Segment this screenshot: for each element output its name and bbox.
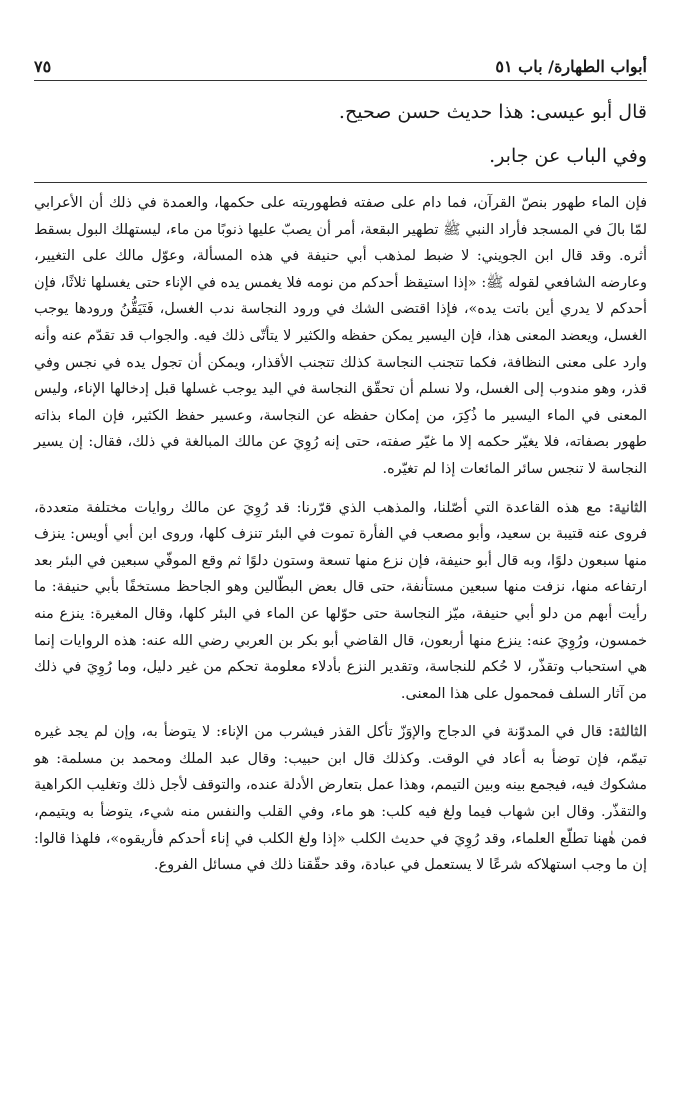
verdict-line: قال أبو عيسى: هذا حديث حسن صحيح. (338, 101, 647, 123)
page-number: ٧٥ (34, 57, 52, 76)
paragraph-text: مع هذه القاعدة التي أصّلنا، والمذهب الذي قرّرنا: قد رُوِيَ عن مالك روايات مختلفة متعددة، فروى عنه قتيبة بن سعيد، وأبو مصعب في الفأرة تموت في البئر تنزف كلها، وروى ابن أبي أويس: ينزف منها سبعون دلوًا، وبه قال أبو حنيفة، فإن نزع منها تسعة وستون دلوًا ثم وقع الموفّي سبعين في البئر بعد ارتفاعه منها، نزفت منها سبعين مستأنفة، حتى قال بعض البطّالين وهو الجاحظ مستخفًا بأبي حنيفة: ما رأيت أبهم من دلو أبي حنيفة، ميّز النجاسة حتى حوّلها عن الماء في البئر كلها، وقال المغيرة: ينزع منه خمسون، ورُوِيَ عنه: ينزع منها أربعون، قال القاضي أبو بكر بن العربي رضي الله عنه: هذه الروايات إنما هي استحباب وتقذّر، لا حُكم للنجاسة، وتقدير النزع بأدلاء معلومة تحكم من غير دليل، وما رُوِيَ في ذلك من آثار السلف فمحمول على هذا المعنى. (34, 499, 647, 702)
paragraph-text: قال في المدوّنة في الدجاج والإوَزّ تأكل القذر فيشرب من الإناء: لا يتوضأ به، وإن لم يجد غيره تيمّم، فإن توضأ به أعاد في الوقت. وكذلك قال ابن حبيب: وقال عبد الملك ومحمد بن مسلمة: هو مشكوك فيه، فيجمع بينه وبين التيمم، وهذا عمل بتعارض الأدلة عنده، والتوقف لأجل ذلك وتغليب الكراهية والتقذّر. وقال ابن شهاب فيما ولغ فيه كلب: هو ماء، وفي القلب والنفس منه شيء، يتوضأ به ويتيمم، فمن هٰهنا تطلّع العلماء، وقد رُوِيَ في حديث الكلب «إذا ولغ الكلب في إناء أحدكم فأريقوه»، فلهذا قالوا: إن ما وجب استهلاكه شرعًا لا يستعمل في عبادة، وقد حقّقنا ذلك في مسائل الفروع. (34, 724, 647, 874)
commentary-paragraph-second (34, 495, 647, 708)
hadith-verdict-block (34, 90, 647, 178)
paragraph-lead: الثالثة: (608, 723, 647, 741)
paragraph-lead: الثانية: (608, 498, 647, 516)
commentary-paragraph: فإن الماء طهور بنصّ القرآن، فما دام على صفته فطهوريته على حكمها، والعمدة في ذلك أن الأعرابي لمّا بالَ في المسجد فأراد النبي ﷺ تطهير البقعة، أمر أن يصبّ عليها ذنوبًا من ماء، ليستهلك البول بسقط أثره. وقد قال ابن الجويني: لا ضبط لمذهب أبي حنيفة في هذه المسألة، وعوّل مالك على التغيير، وعارضه الشافعي لقوله ﷺ: «إذا استيقظ أحدكم من نومه فلا يغمس يده في الإناء حتى يغسلها ثلاثًا، فإن أحدكم لا يدري أين باتت يده»، فإذا اقتضى الشك في ورود النجاسة ندب الغسل، فَتَيَقُّنُ ورودها يوجب الغسل، ويعضد المعنى هذا، فإن اليسير يمكن حفظه والكثير لا يتأتّى ذلك فيه. والجواب قد تقدّم عنه وأنه وارد على معنى النظافة، فكما تتجنب النجاسة كذلك تتجنب الأقذار، ويمكن أن تجول يده في نجس وفي قذر، وهو مندوب إلى الغسل، ولا نسلم أن تحقّق النجاسة في اليد يوجب غسلها قبل إدخالها الإناء، وليس المعنى في الماء اليسير ما ذُكِرَ، من إمكان حفظه عن النجاسة، وعسير حفظ الكثير، فإن الماء بذاته طهور بصفاته، فلا يغيّر حكمه إلا ما غيّر صفته، حتى إنه رُوِيَ عن مالك المبالغة في ذلك، فقال: إن يسير النجاسة لا تنجس سائر المائعات إذا لم تغيّره. (34, 195, 647, 477)
section-divider (34, 182, 647, 183)
chapter-note-line: وفي الباب عن جابر. (489, 145, 647, 167)
page-header (34, 48, 647, 81)
running-title: أبواب الطهارة/ باب ٥١ (495, 57, 647, 76)
commentary-body (34, 190, 647, 879)
commentary-paragraph-third (34, 719, 647, 879)
